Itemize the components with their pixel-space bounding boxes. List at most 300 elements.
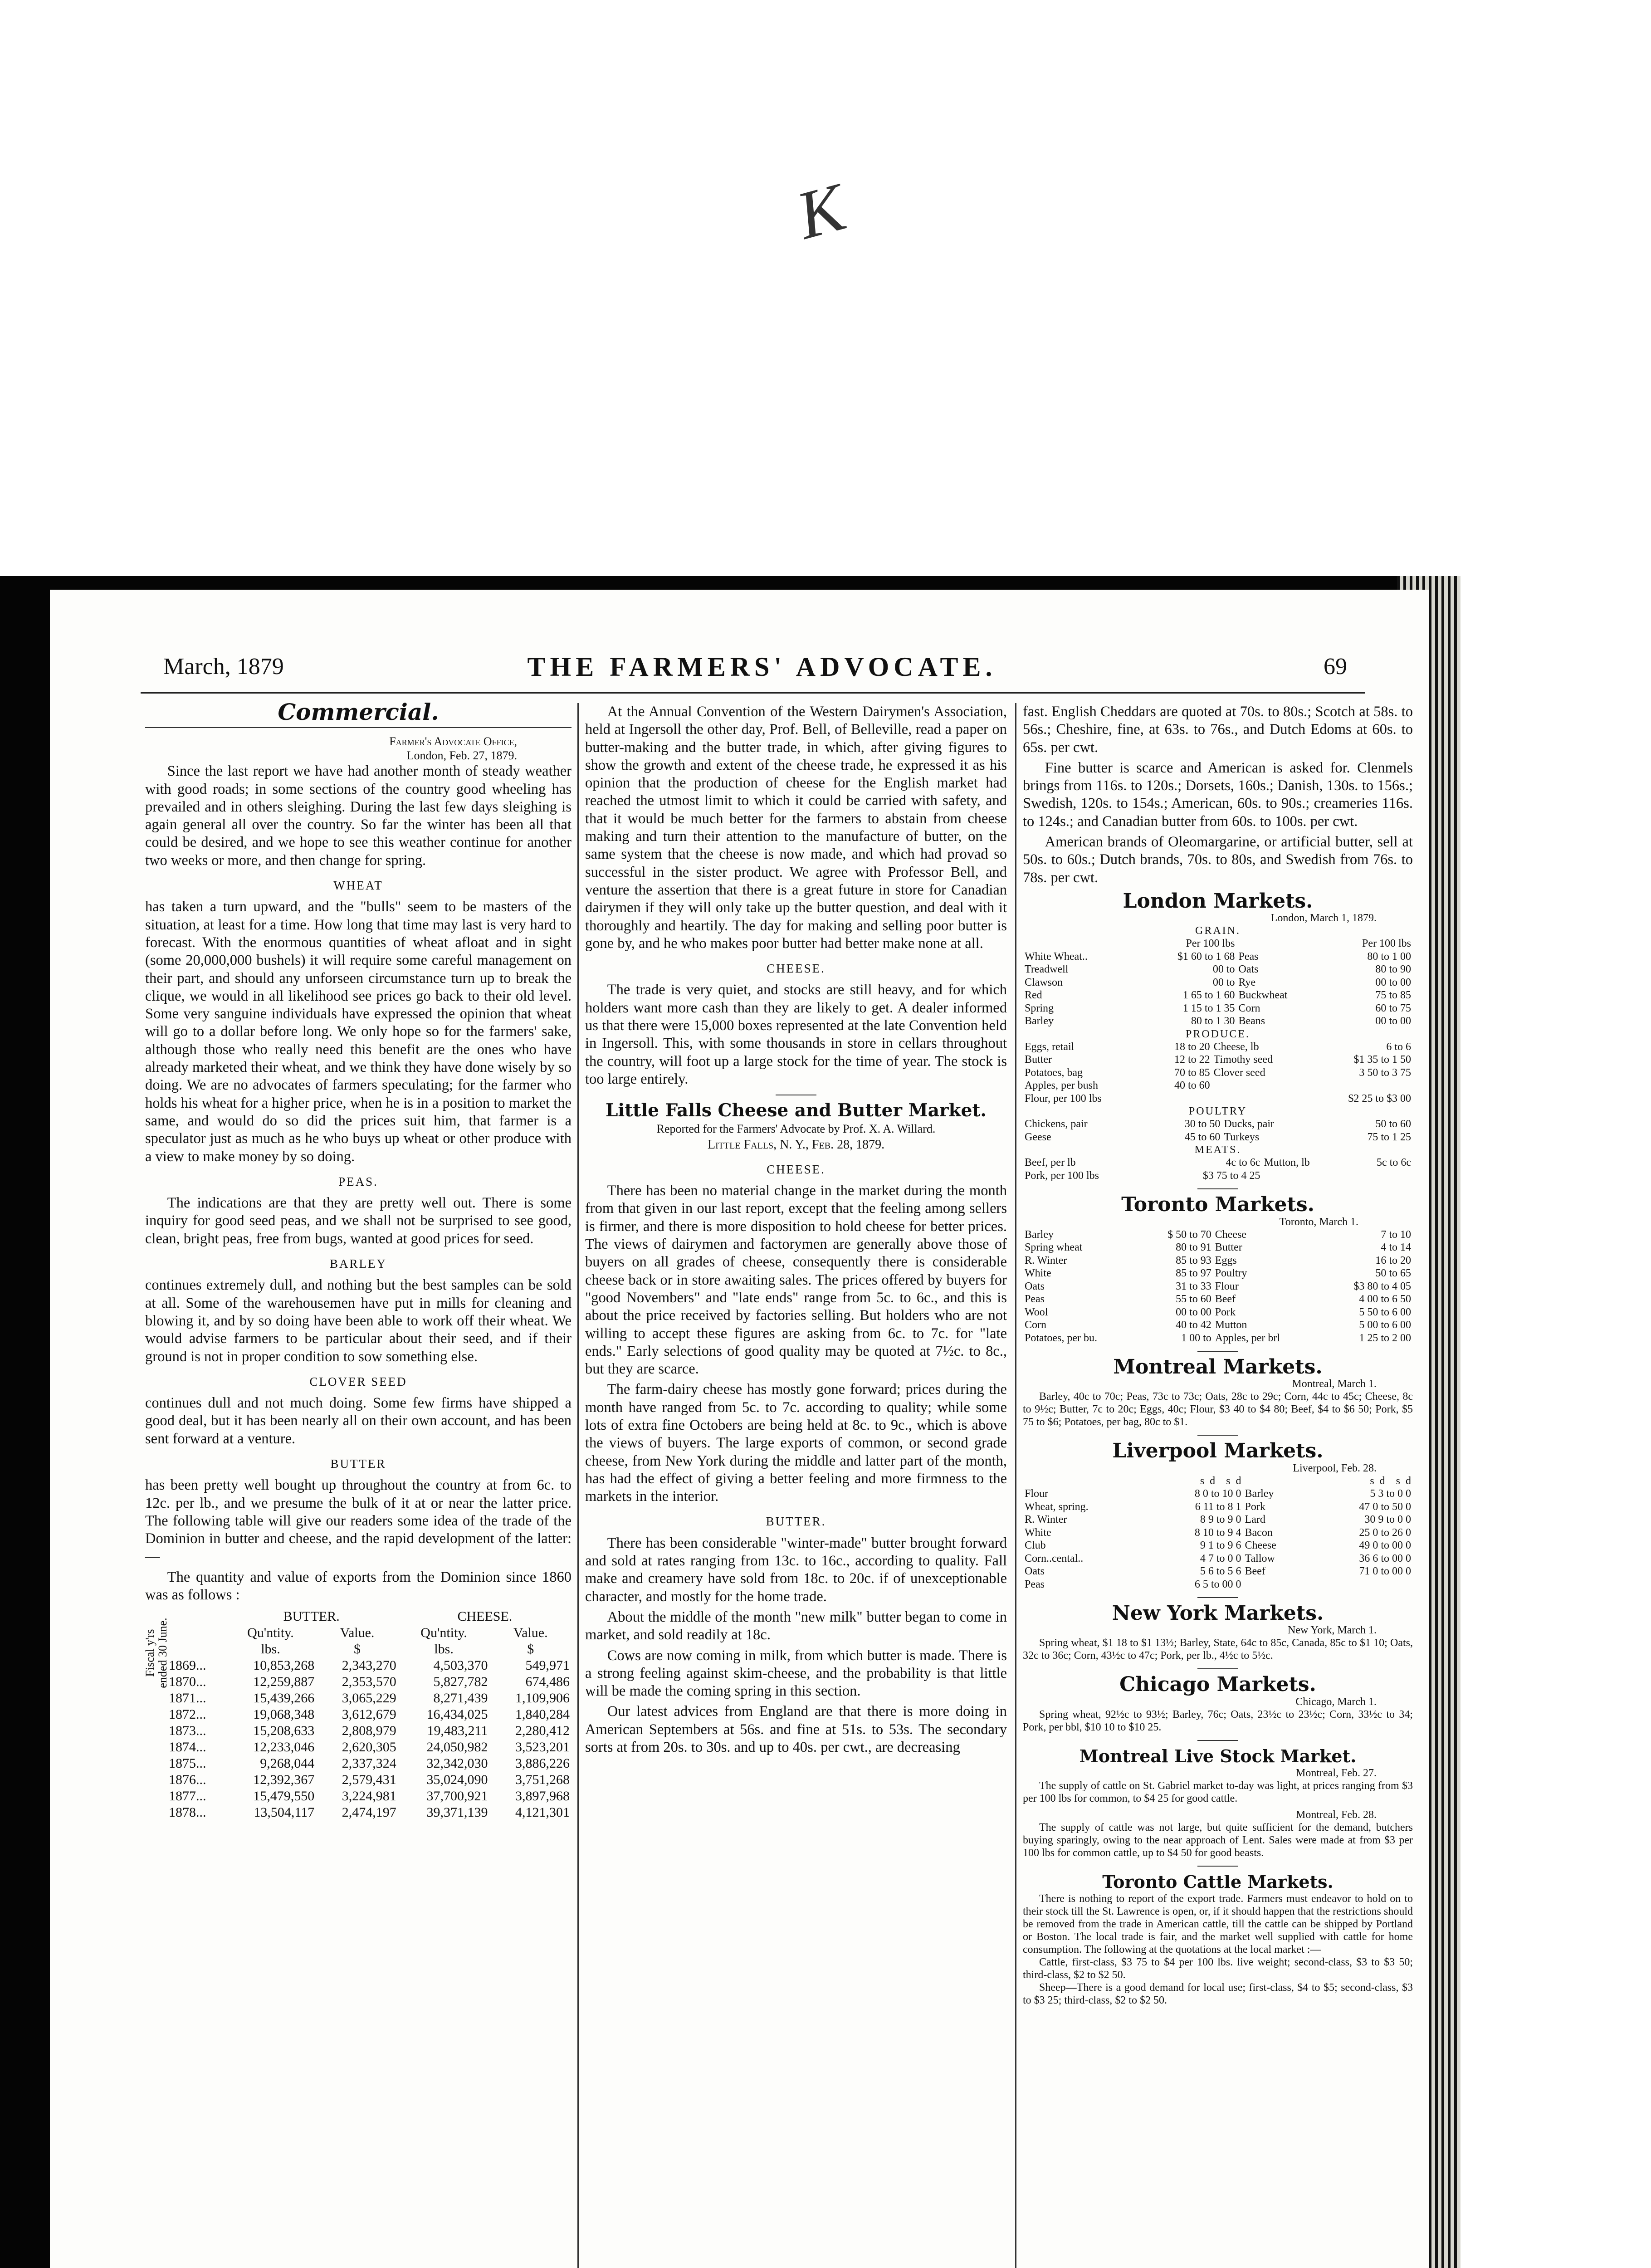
toronto-row-cell: Wool: [1025, 1306, 1048, 1318]
mtl-live-title: Montreal Live Stock Market.: [1079, 1745, 1357, 1766]
london-produce-row-cell: 3 50 to 3 75: [1359, 1066, 1411, 1079]
liverpool-row-cell: [1309, 1578, 1413, 1591]
column-divider-1: [577, 703, 579, 2268]
divider: [1197, 1435, 1238, 1436]
export-year: 1878...: [169, 1805, 206, 1820]
london-meats-row-cell: Mutton, lb: [1264, 1157, 1310, 1169]
toronto-row: [1023, 1306, 1413, 1319]
montreal-dateline: Montreal, March 1.: [1292, 1378, 1377, 1390]
liverpool-dateline: Liverpool, Feb. 28.: [1293, 1462, 1377, 1474]
london-grain-row-cell: Beans: [1238, 1015, 1265, 1027]
london-produce-row-cell: 6 to 6: [1386, 1041, 1411, 1053]
toronto-row-cell: 80 to 91: [1176, 1242, 1211, 1254]
london-poultry-row-cell: 30 to 50: [1184, 1118, 1221, 1130]
divider: [1197, 1740, 1238, 1741]
export-value: 19,068,348: [253, 1707, 315, 1722]
london-grain-row-cell: Barley: [1025, 1015, 1054, 1027]
toronto-row-cell: Flour: [1215, 1280, 1239, 1292]
export-value: 2,337,324: [342, 1756, 396, 1771]
export-value: 37,700,921: [426, 1789, 488, 1804]
toronto-row-cell: R. Winter: [1025, 1254, 1067, 1266]
sd-label: s d s d: [1200, 1475, 1241, 1487]
export-year: 1874...: [169, 1740, 206, 1755]
toronto-row-cell: White: [1025, 1267, 1051, 1280]
london-produce-heading: PRODUCE.: [1185, 1028, 1250, 1040]
liverpool-row-cell: Beef: [1245, 1565, 1265, 1578]
london-dateline: London, March 1, 1879.: [1270, 912, 1377, 924]
liverpool-row-cell: 5 3 to 0 0: [1370, 1488, 1411, 1500]
dateline-date: London, Feb. 27, 1879.: [406, 749, 517, 763]
export-value: 24,050,982: [426, 1740, 488, 1755]
tor-cattle-title: Toronto Cattle Markets.: [1102, 1872, 1334, 1892]
liverpool-row-cell: 6 11 to 8 1: [1195, 1501, 1241, 1513]
export-value: 1,840,284: [515, 1707, 570, 1722]
toronto-dateline: Toronto, March 1.: [1279, 1216, 1358, 1228]
export-value: 3,523,201: [515, 1740, 570, 1755]
export-value: 10,853,268: [253, 1658, 315, 1673]
toronto-row-cell: 85 to 93: [1176, 1254, 1211, 1266]
tor-cattle-paragraph-3: Sheep—There is a good demand for local use; first-class, $4 to $5; second-class, $3 to $3 25; third-class, $2 to $2 50.: [1023, 1982, 1413, 2007]
london-grain-heading: GRAIN.: [1195, 925, 1241, 937]
export-value: 15,479,550: [253, 1789, 315, 1804]
london-poultry-row-cell: Chickens, pair: [1025, 1118, 1088, 1130]
mtl-live-dateline-1: Montreal, Feb. 27.: [1296, 1767, 1377, 1779]
export-value: 2,280,412: [515, 1723, 570, 1739]
london-produce-row-cell: Apples, per bush: [1025, 1080, 1098, 1092]
london-grain-row-cell: 80 to 90: [1375, 963, 1411, 976]
page-number: 69: [1324, 654, 1347, 679]
export-value: 2,579,431: [342, 1772, 396, 1788]
export-row: [167, 1739, 572, 1755]
toronto-row: [1023, 1293, 1413, 1306]
divider: [1197, 1351, 1238, 1352]
continued-paragraph: fast. English Cheddars are quoted at 70s. to 80s.; Scotch at 58s. to 56s.; Cheshire, fine, at 63s. to 76s., and Dutch Edoms at 60s. to 65s. per cwt.: [1023, 704, 1413, 756]
export-value: 1,109,906: [515, 1691, 570, 1706]
export-value: 8,271,439: [433, 1691, 488, 1706]
london-grain-row-cell: 1 65 to 1 60: [1182, 989, 1235, 1002]
toronto-row-cell: 55 to 60: [1176, 1293, 1211, 1305]
liverpool-row: [1023, 1565, 1413, 1578]
london-produce-row: [1023, 1053, 1413, 1066]
lf-paragraph-5: Cows are now coming in milk, from which butter is made. There is a strong feeling against skim-cheese, and the probability is that little will be made the coming spring in this section.: [585, 1647, 1007, 1700]
liverpool-row-cell: 47 0 to 50 0: [1359, 1501, 1411, 1513]
liverpool-table: [1023, 1475, 1413, 1591]
toronto-row-cell: 5 00 to 6 00: [1359, 1319, 1411, 1331]
oleo-paragraph: American brands of Oleomargarine, or artificial butter, sell at 50s. to 60s.; Dutch brands, 70s. to 80s, and Swedish from 76s. to 78s. per cwt.: [1023, 834, 1413, 886]
export-value: 12,233,046: [253, 1740, 315, 1755]
liverpool-row-cell: Peas: [1025, 1578, 1045, 1590]
london-meats-row-cell: Beef, per lb: [1025, 1157, 1076, 1169]
toronto-row-cell: Butter: [1215, 1242, 1242, 1254]
toronto-row-cell: Mutton: [1215, 1319, 1247, 1331]
column-2: [585, 703, 1007, 2268]
flour-value: $2 25 to $3 00: [1348, 1092, 1411, 1105]
export-value: 3,886,226: [515, 1756, 570, 1771]
newyork-dateline: New York, March 1.: [1288, 1624, 1377, 1637]
barley-heading: BARLEY: [330, 1257, 387, 1271]
export-year: 1871...: [169, 1691, 206, 1706]
cheese-paragraph: The trade is very quiet, and stocks are still heavy, and for which holders want more cash than they are likely to get. A dealer informed us that there were 15,000 boxes represented at the late Convention held in Ingersoll. This, with some thousands in store in cellars throughout the country, will foot up a large stock for the time of year. The stock is too large entirely.: [585, 982, 1007, 1087]
liverpool-row-cell: 30 9 to 0 0: [1364, 1514, 1411, 1526]
export-value: 3,612,679: [342, 1707, 396, 1722]
liverpool-row-cell: Oats: [1025, 1565, 1045, 1578]
london-produce-table: [1023, 1041, 1413, 1092]
export-value: 549,971: [525, 1658, 570, 1673]
london-poultry-heading: POULTRY: [1188, 1105, 1247, 1118]
london-flour-table: [1023, 1092, 1413, 1105]
liverpool-title: Liverpool Markets.: [1112, 1439, 1324, 1463]
toronto-row-cell: 40 to 42: [1176, 1319, 1211, 1331]
liverpool-row-cell: 8 10 to 9 4: [1194, 1526, 1241, 1539]
barley-paragraph: continues extremely dull, and nothing but the best samples can be sold at all. Some of the warehousemen have put in mills for cleaning and blowing it, and by so doing have been able to work off their wheat. We would advise farmers to be particular about their seed, and if their ground is not in proper condition to sow something else.: [145, 1277, 572, 1365]
london-grain-body: [1023, 950, 1413, 1028]
divider: [1197, 1668, 1238, 1669]
clover-heading: CLOVER SEED: [309, 1374, 407, 1388]
liverpool-row: [1023, 1526, 1413, 1540]
london-produce-row-cell: Clover seed: [1213, 1066, 1265, 1079]
export-year: 1873...: [169, 1723, 206, 1739]
export-value: 2,620,305: [342, 1740, 396, 1755]
export-value: 39,371,139: [426, 1805, 488, 1820]
column-1: [143, 699, 572, 2268]
export-value: 35,024,090: [426, 1772, 488, 1788]
london-grain-row-cell: Buckwheat: [1238, 989, 1288, 1002]
london-produce-row-cell: $1 35 to 1 50: [1353, 1054, 1411, 1066]
montreal-title: Montreal Markets.: [1113, 1355, 1323, 1379]
london-grain-row-cell: Treadwell: [1025, 963, 1069, 976]
toronto-table: [1023, 1228, 1413, 1345]
london-grain-row-cell: 00 to 00: [1375, 1015, 1411, 1027]
exports-table-wrap: [145, 1608, 572, 1821]
london-poultry-row-cell: 50 to 60: [1375, 1118, 1411, 1130]
dateline-office: Farmer's Advocate Office,: [389, 735, 517, 748]
clover-paragraph: continues dull and not much doing. Some few firms have shipped a good deal, but it has been nearly all on their own account, and has been sent forward at a venture.: [145, 1395, 572, 1447]
london-grain-row-cell: Clawson: [1025, 976, 1063, 988]
london-meats-row-cell: [1262, 1169, 1347, 1183]
toronto-row-cell: Eggs: [1215, 1254, 1237, 1266]
column-divider-2: [1015, 703, 1016, 2268]
london-grain-row-cell: 80 to 1 30: [1191, 1015, 1235, 1027]
lf-paragraph-4: About the middle of the month "new milk" butter began to come in market, and sold readily at 18c.: [585, 1608, 1007, 1643]
column-3: [1023, 703, 1413, 2268]
export-row: [167, 1804, 572, 1821]
liverpool-row-cell: White: [1025, 1526, 1051, 1539]
liverpool-row-cell: R. Winter: [1025, 1514, 1067, 1526]
london-grain-row-cell: 00 to: [1212, 963, 1235, 976]
export-value: 19,483,211: [427, 1723, 488, 1739]
toronto-row-cell: Pork: [1215, 1306, 1236, 1318]
divider: [1197, 1866, 1238, 1867]
london-grain-row-cell: Rye: [1238, 976, 1256, 988]
toronto-row-cell: 1 25 to 2 00: [1359, 1332, 1411, 1344]
mtl-live-dateline-2: Montreal, Feb. 28.: [1296, 1809, 1377, 1821]
export-row: [167, 1706, 572, 1723]
toronto-row-cell: Poultry: [1215, 1267, 1247, 1280]
export-row: [167, 1755, 572, 1772]
mtl-live-paragraph-1: The supply of cattle on St. Gabriel market to-day was light, at prices ranging from $3 per 100 lbs for common, to $4 25 for good cattle.: [1023, 1780, 1413, 1805]
toronto-row-cell: Potatoes, per bu.: [1025, 1332, 1097, 1344]
tor-cattle-paragraph-2: Cattle, first-class, $3 75 to $4 per 100 lbs. live weight; second-class, $3 to $3 50; third-class, $2 to $2 50.: [1023, 1956, 1413, 1981]
export-value: 9,268,044: [260, 1756, 315, 1771]
london-grain-row-cell: $1 60 to 1 68: [1177, 950, 1235, 963]
export-row: [167, 1788, 572, 1804]
toronto-row-cell: 1 00 to: [1181, 1332, 1211, 1344]
toronto-row: [1023, 1254, 1413, 1267]
london-poultry-row-cell: Ducks, pair: [1224, 1118, 1275, 1130]
header-rule: [141, 692, 1365, 694]
toronto-row-cell: 85 to 97: [1176, 1267, 1211, 1280]
liverpool-row-cell: [1243, 1578, 1309, 1591]
london-meats-table: [1023, 1156, 1413, 1182]
unit-lbs: lbs.: [434, 1642, 454, 1657]
col-cheese-qty: Qu'ntity.: [420, 1625, 467, 1641]
london-grain-row-cell: White Wheat..: [1025, 950, 1088, 963]
london-poultry-row: [1023, 1131, 1413, 1144]
toronto-title: Toronto Markets.: [1121, 1193, 1314, 1217]
peas-heading: PEAS.: [338, 1174, 378, 1188]
little-falls-title: Little Falls Cheese and Butter Market.: [605, 1100, 987, 1121]
london-grain-row: [1023, 950, 1413, 963]
liverpool-row: [1023, 1578, 1413, 1591]
toronto-row-cell: 4 00 to 6 50: [1359, 1293, 1411, 1305]
london-grain-row: [1023, 963, 1413, 976]
divider: [1197, 1188, 1238, 1189]
liverpool-row-cell: 36 6 to 00 0: [1359, 1552, 1411, 1564]
liverpool-row-cell: 9 1 to 9 6: [1200, 1540, 1241, 1552]
liverpool-row-cell: Cheese: [1245, 1540, 1276, 1552]
lf-cheese-heading: CHEESE.: [767, 1162, 826, 1176]
london-poultry-row-cell: Geese: [1025, 1131, 1051, 1143]
london-produce-row-cell: 70 to 85: [1174, 1066, 1210, 1079]
london-title: London Markets.: [1123, 889, 1313, 913]
london-meats-row-cell: $3 75 to 4 25: [1202, 1169, 1260, 1182]
london-grain-row: [1023, 1015, 1413, 1028]
wheat-heading: WHEAT: [333, 879, 383, 893]
export-year: 1877...: [169, 1789, 206, 1804]
export-value: 2,474,197: [342, 1805, 396, 1820]
peas-paragraph: The indications are that they are pretty well out. There is some inquiry for good seed peas, and we shall not be surprised to see good, clean, bright peas, free from bugs, wanted at good prices for seed.: [145, 1195, 572, 1247]
toronto-row-cell: Beef: [1215, 1293, 1236, 1305]
london-poultry-row: [1023, 1118, 1413, 1131]
london-poultry-row-cell: 45 to 60: [1184, 1131, 1221, 1143]
london-grain-row-cell: Oats: [1238, 963, 1259, 976]
chicago-dateline: Chicago, March 1.: [1295, 1696, 1377, 1708]
export-value: 3,224,981: [342, 1789, 396, 1804]
liverpool-row-cell: 5 6 to 5 6: [1200, 1565, 1241, 1578]
exports-intro: The quantity and value of exports from the Dominion since 1860 was as follows :: [145, 1569, 572, 1603]
liverpool-row-cell: 6 5 to 00 0: [1194, 1578, 1241, 1590]
export-row: [167, 1657, 572, 1674]
export-value: 4,121,301: [515, 1805, 570, 1820]
col-butter-qty: Qu'ntity.: [247, 1625, 294, 1641]
liverpool-row-cell: 8 9 to 9 0: [1200, 1514, 1241, 1526]
little-falls-reported: Reported for the Farmers' Advocate by Prof. X. A. Willard.: [656, 1122, 936, 1135]
export-row: [167, 1723, 572, 1739]
export-year: 1872...: [169, 1707, 206, 1722]
london-produce-row: [1023, 1079, 1413, 1092]
london-grain-row-cell: 75 to 85: [1375, 989, 1411, 1002]
toronto-row-cell: 00 to 00: [1176, 1306, 1211, 1318]
toronto-row-cell: $3 80 to 4 05: [1353, 1280, 1411, 1292]
chicago-title: Chicago Markets.: [1119, 1673, 1316, 1696]
table-side-label: Fiscal y'rs ended 30 June.: [143, 1618, 169, 1688]
export-year: 1869...: [169, 1658, 206, 1673]
export-row: [167, 1690, 572, 1706]
london-produce-row: [1023, 1066, 1413, 1080]
liverpool-row-cell: Corn..cental..: [1025, 1552, 1084, 1564]
liverpool-row-cell: 71 0 to 00 0: [1359, 1565, 1411, 1578]
toronto-row: [1023, 1241, 1413, 1254]
london-meats-row-cell: 5c to 6c: [1377, 1157, 1411, 1169]
toronto-row: [1023, 1267, 1413, 1280]
col-butter-val: Value.: [340, 1625, 375, 1641]
wheat-paragraph: has taken a turn upward, and the "bulls" seem to be masters of the situation, at least for a time. How long that time may last is very hard to forecast. With the enormous quantities of wheat afloat and in sight (some 20,000,000 bushels) it will require some careful management on their part, and should any unforseen circumstance turn up to break the clique, we would in all likelihood see prices go back to their old level. Some very sanguine individuals have expressed the opinion that wheat will go to a dollar before long. We only hope so for the farmers' sake, although those who really need this benefit are the ones who have already marketed their wheat, and we think they have done wisely by so doing. We are no advocates of farmers speculating; for the farmer who holds his wheat for a higher price, when he is in a position to market the same, and would do so did the prices suit him, that farmer is a speculator just as much as he who buys up wheat or other produce with a view to make money by so doing.: [145, 899, 572, 1165]
london-meats-row-cell: [1348, 1169, 1413, 1183]
export-value: 13,504,117: [254, 1805, 315, 1820]
scan-border-top: [0, 576, 1415, 590]
london-grain-row-cell: 1 15 to 1 35: [1182, 1002, 1235, 1014]
london-meats-row-cell: Pork, per 100 lbs: [1025, 1169, 1099, 1182]
margin-handwriting: K: [789, 169, 853, 254]
toronto-row: [1023, 1228, 1413, 1242]
montreal-text: Barley, 40c to 70c; Peas, 73c to 73c; Oats, 28c to 29c; Corn, 44c to 45c; Cheese, 8c to 9½c; Butter, 7c to 20c; Eggs, 40c; Flour, $3 40 to $4 80; Beef, $4 to $6 50; Pork, $5 75 to $6; Potatoes, per bag, 80c to $1.: [1023, 1391, 1413, 1428]
london-produce-row-cell: [1314, 1079, 1413, 1092]
per100-label: Per 100 lbs: [1186, 938, 1235, 950]
liverpool-row-cell: Tallow: [1245, 1552, 1275, 1564]
export-value: 674,486: [525, 1674, 570, 1690]
intro-paragraph: Since the last report we have had another month of steady weather with good roads; in some sections of the country good wheeling has prevailed and in others sleighing. During the last few days sleighing is again general all over the country. So far the winter has been all that could be desired, and we hope to see this weather continue for another two weeks or more, and then change for spring.: [145, 763, 572, 869]
export-value: 2,343,270: [342, 1658, 396, 1673]
butter-paragraph: has been pretty well bought up throughout the country at from 6c. to 12c. per lb., and we presume the bulk of it at or near the latter price. The following table will give our readers some idea of the trade of the Dominion in butter and cheese, and the rapid development of the latter:—: [145, 1477, 572, 1565]
london-produce-row-cell: Butter: [1025, 1054, 1052, 1066]
london-produce-row-cell: Timothy seed: [1213, 1054, 1273, 1066]
liverpool-row-cell: Lard: [1245, 1514, 1265, 1526]
convention-paragraph: At the Annual Convention of the Western Dairymen's Association, held at Ingersoll the other day, Prof. Bell, of Belleville, read a paper on butter-making and the butter trade, in which, after giving figures to show the growth and extent of the cheese trade, he expressed it as his opinion that the production of cheese for the English market had reached the utmost limit to which it could be carried with safety, and that it would be much better for the farmers to abstain from cheese making and turn their attention to the manufacture of butter, on the same system that the cheese is now made, and which had provad so successful in the sister product. We agree with Professor Bell, and venture the assertion that there is a great future in store for Canadian dairymen if they will only take up the butter question, and deal with it thoroughly and heartily. The day for making and selling poor butter is gone by, and he who makes poor butter had better make none at all.: [585, 704, 1007, 952]
unit-dollar: $: [527, 1642, 534, 1657]
cheese-heading: CHEESE.: [767, 962, 826, 976]
london-poultry-row-cell: 75 to 1 25: [1367, 1131, 1411, 1143]
toronto-row-cell: 16 to 20: [1375, 1254, 1411, 1266]
newspaper-page: [50, 590, 1429, 2268]
liverpool-row-cell: Pork: [1245, 1501, 1265, 1513]
london-meats-row: [1023, 1169, 1413, 1183]
london-produce-row-cell: Potatoes, bag: [1025, 1066, 1083, 1079]
unit-lbs: lbs.: [261, 1642, 280, 1657]
export-value: 15,439,266: [253, 1691, 315, 1706]
toronto-row: [1023, 1280, 1413, 1293]
toronto-row-cell: Oats: [1025, 1280, 1045, 1292]
london-meats-row-cell: 4c to 6c: [1226, 1157, 1260, 1169]
london-grain-row-cell: Spring: [1025, 1002, 1054, 1014]
liverpool-row-cell: Club: [1025, 1540, 1046, 1552]
london-grain-row: [1023, 1002, 1413, 1015]
london-grain-row-cell: Red: [1025, 989, 1042, 1002]
group-cheese: CHEESE.: [457, 1609, 513, 1624]
masthead-title: THE FARMERS' ADVOCATE.: [527, 652, 997, 682]
unit-dollar: $: [354, 1642, 361, 1657]
liverpool-row-cell: 25 0 to 26 0: [1359, 1526, 1411, 1539]
export-year: 1875...: [169, 1756, 206, 1771]
newyork-title: New York Markets.: [1112, 1602, 1324, 1625]
export-row: [167, 1674, 572, 1690]
export-year: 1876...: [169, 1772, 206, 1788]
mtl-live-paragraph-2: The supply of cattle was not large, but quite sufficient for the demand, butchers buying sparingly, owing to the near approach of Lent. Sales were made at from $3 per 100 lbs for common cattle, up to $4 50 for good beasts.: [1023, 1822, 1413, 1859]
toronto-row-cell: Barley: [1025, 1228, 1054, 1241]
export-value: 3,751,268: [515, 1772, 570, 1788]
scan-border-left: [0, 576, 50, 2268]
export-value: 16,434,025: [426, 1707, 488, 1722]
liverpool-row-cell: Bacon: [1245, 1526, 1273, 1539]
export-value: 32,342,030: [426, 1756, 488, 1771]
group-butter: BUTTER.: [283, 1609, 340, 1624]
chicago-text: Spring wheat, 92½c to 93½; Barley, 76c; Oats, 23½c to 23½c; Corn, 33½c to 34; Pork, per bbl, $10 10 to $10 25.: [1023, 1708, 1413, 1733]
export-year: 1870...: [169, 1674, 206, 1690]
export-value: 2,353,570: [342, 1674, 396, 1690]
commercial-heading: Commercial.: [278, 699, 439, 725]
london-poultry-row-cell: Turkeys: [1224, 1131, 1260, 1143]
fine-butter-paragraph: Fine butter is scarce and American is asked for. Clenmels brings from 116s. to 120s.; Dorsets, 160s.; Danish, 130s. to 156s.; Swedish, 120s. to 154s.; American, 60s. to 90s.; creameries 116s. to 124s.; and Canadian butter from 60s. to 100s. per cwt.: [1023, 759, 1413, 830]
export-value: 3,897,968: [515, 1789, 570, 1804]
london-grain-table: [1023, 937, 1413, 1028]
london-produce-row-cell: [1212, 1079, 1314, 1092]
toronto-row: [1023, 1332, 1413, 1345]
issue-date: March, 1879: [163, 654, 284, 679]
london-grain-row: [1023, 976, 1413, 989]
liverpool-row: [1023, 1539, 1413, 1552]
liverpool-row-cell: 49 0 to 00 0: [1359, 1540, 1411, 1552]
london-produce-row-cell: 12 to 22: [1174, 1054, 1210, 1066]
export-value: 2,808,979: [342, 1723, 396, 1739]
liverpool-row: [1023, 1513, 1413, 1526]
london-meats-row: [1023, 1156, 1413, 1169]
toronto-row-cell: Cheese: [1215, 1228, 1247, 1241]
sd-label: s d s d: [1370, 1475, 1411, 1487]
toronto-row-cell: Spring wheat: [1025, 1242, 1083, 1254]
london-grain-row-cell: 00 to: [1212, 976, 1235, 988]
london-produce-row-cell: 18 to 20: [1174, 1041, 1210, 1053]
london-grain-row-cell: 60 to 75: [1375, 1002, 1411, 1014]
london-produce-row-cell: Cheese, lb: [1213, 1041, 1259, 1053]
london-produce-row-cell: 40 to 60: [1174, 1080, 1210, 1092]
toronto-row-cell: 4 to 14: [1381, 1242, 1411, 1254]
london-grain-row-cell: Corn: [1238, 1002, 1260, 1014]
toronto-row-cell: 31 to 33: [1176, 1280, 1211, 1292]
london-meats-heading: MEATS.: [1194, 1144, 1241, 1156]
lf-paragraph-1: There has been no material change in the market during the month from that given in our last report, except that the feeling among sellers is firmer, and there is more disposition to hold cheese for better prices. The views of dairymen and factorymen are generally above those of buyers on all grades of cheese, consequently there is considerable cheese back or in store awaiting sales. The prices offered by buyers for "good Novembers" and "late ends" range from 5c. to 6c., and this is about the price received by factories selling. But holders who are not willing to accept these figures are asking from 6c. to 7c. for "late ends." Early selections of good quality may be quoted at 7½c. to 8c., but they are scarce.: [585, 1183, 1007, 1378]
lf-butter-heading: BUTTER.: [766, 1515, 826, 1529]
per100-label: Per 100 lbs: [1362, 938, 1411, 950]
liverpool-row: [1023, 1487, 1413, 1501]
page-header: [163, 649, 1361, 689]
flour-label: Flour, per 100 lbs: [1025, 1092, 1102, 1105]
liverpool-row-cell: 4 7 to 0 0: [1200, 1552, 1241, 1564]
toronto-row-cell: Peas: [1025, 1293, 1045, 1305]
export-value: 15,208,633: [253, 1723, 315, 1739]
lf-paragraph-2: The farm-dairy cheese has mostly gone forward; prices during the month have ranged from 5c. to 7c. according to quality; while some lots of extra fine Octobers are being held at 8c. to 9c., which is above the views of buyers. The large exports of common, or second grade cheese, from New York during the middle and latter part of the month, has had the effect of giving a better feeling and more firmness to the markets in the interior.: [585, 1381, 1007, 1505]
export-value: 4,503,370: [433, 1658, 488, 1673]
liverpool-row: [1023, 1501, 1413, 1514]
butter-heading: BUTTER: [330, 1457, 386, 1471]
liverpool-row-cell: Barley: [1245, 1488, 1274, 1500]
london-produce-row: [1023, 1041, 1413, 1054]
lf-paragraph-6: Our latest advices from England are that there is more doing in American Septembers at 56s. and fine at 51s. to 53s. The secondary sorts at from 20s. to 30s. and up to 40s. per cwt., are decreasing: [585, 1703, 1007, 1756]
liverpool-row-cell: Flour: [1025, 1488, 1049, 1500]
export-value: 3,065,229: [342, 1691, 396, 1706]
dateline: [145, 734, 572, 763]
toronto-row-cell: 50 to 65: [1375, 1267, 1411, 1280]
london-produce-row-cell: Eggs, retail: [1025, 1041, 1075, 1053]
newyork-text: Spring wheat, $1 18 to $1 13½; Barley, State, 64c to 85c, Canada, 85c to $1 10; Oats, 32c to 36c; Corn, 43½c to 47c; Pork, per lb., 4½c to 5½c.: [1023, 1637, 1413, 1662]
